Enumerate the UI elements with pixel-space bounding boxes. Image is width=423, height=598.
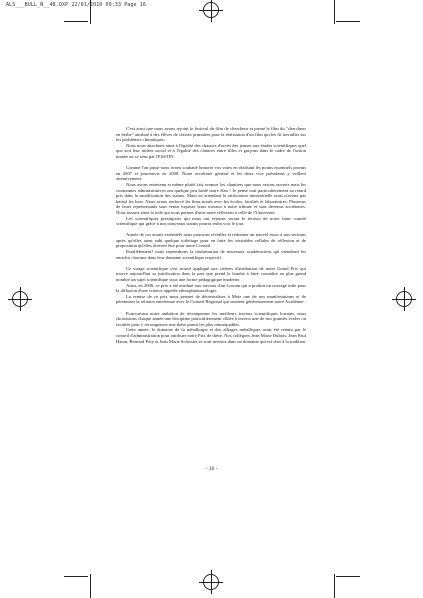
body-text — [116, 126, 306, 344]
paragraph: Les scientifiques prestigieux qui nous ont rejoints seront le terreau de notre futur comité scientifique qui grâce à nos nouveaux statuts pourra enfin voir le jour. — [116, 215, 306, 227]
paragraph: Nous avons entretenu et même plutôt fait avancer les chantiers que nous avions ouverts mais les contraintes administratives ont quelque peu bridé notre élan ! Je pense tout particulièrement au retard pris dans la modification des statuts. Main en attendant la ratification ministérielle nous n'avons pas baissé les bras. Nous avons renforcé les liens noués avec les écoles, facultés et laboratoires. Plusieurs de leurs représentants sont venus exposer leurs travaux à notre tribune et sont devenus sociétaires. Nous tissons ainsi la toile qui nous permet d'unir notre réflexion à celle de l'Université. — [116, 181, 306, 215]
paragraph: Ainsi, en 2008, ce prix a été attribué aux travaux d'un Lorrain qui a produit un ouvrage utile pour la diffusion d'une science appelée ethnopharmacologie. — [116, 282, 306, 294]
paragraph: Nous nous attachons ainsi à l'égalité des chances d'accès des jeunes aux études scientifiques quel que soit leur milieu social et à l'égalité des chances entre filles et garçons dans le cadre de l'action menée en ce sens par l'ESSTIN. — [116, 142, 306, 159]
paragraph: Armés de ces atouts essentiels nous pourrons réveiller et redonner un nouvel essor à nos sections après qu'elles aient subi quelque toilettage pour en faire les véritables cellules de réflexion et de proposition qu'elles doivent être pour notre Conseil. — [116, 232, 306, 249]
crop-mark — [64, 576, 88, 577]
paragraph: Cette année, le domaine de la métallurgie et des alliages métalliques avait été retenu par le conseil d'administration pour attribuer notre Prix de thèse. Nos collègues Jean Marie Dubois, Jean Paul Haton, Bernard Poty et Jean Marie Schissler se sont investis dans un domaine qui est cher à la tradition — [116, 327, 306, 344]
paragraph: Poursuivant notre ambition de récompenser les meilleurs travaux scientifiques lorrains, nous choisissons chaque année une discipline particulièrement ciblée à travers une de nos grandes écoles ou facultés pour y récompenser une thèse parmi les plus remarquables. — [116, 310, 306, 327]
paragraph: C'est ainsi que nous avons rejoint le festival du film de chercheur et primé le film du "chercheur en herbe" attribué à des élèves de classes primaires pour la réalisation d'un film qui les fit travailler sur les problèmes climatiques. — [116, 126, 306, 143]
crop-mark — [90, 574, 91, 598]
crop-mark — [334, 574, 335, 598]
registration-mark-left — [12, 291, 28, 307]
page-number: - 16 - — [205, 466, 218, 472]
registration-mark-top — [203, 2, 219, 18]
registration-mark-right — [396, 291, 412, 307]
paragraph: Comme l'an passé nous avons souhaité honorer vos votes en réalisant les points essentiels promis en 2007 et poursuivis en 2008. Notre secrétaire général et les deux vice présidents y veillent attentivement. — [116, 165, 306, 182]
paragraph: La remise de ce prix nous permet de décentraliser à Metz une de nos manifestations et de pérenniser la relation entretenue avec le Conseil Régional qui soutient généreusement notre Académie. — [116, 293, 306, 305]
paragraph: Parallèlement? nous reprendrons la titularisation de nouveaux académiciens qui viendront les enrichir chacune dans leur domaine scientifique respectif. — [116, 249, 306, 260]
print-slug: ALS___BULL_N__48.QXP 22/01/2010 09:33 Page 16 — [6, 2, 146, 8]
crop-mark — [336, 576, 360, 577]
registration-mark-bottom — [203, 574, 219, 590]
crop-mark — [334, 0, 335, 24]
crop-mark — [336, 21, 360, 22]
paragraph: Ce virage scientifique s'est trouvé appliqué aux critères d'attribution de notre Grand Prix qui trouve aujourd'hui sa justification dans la part que prend le lauréat à faire connaître au plus grand nombre un sujet scientifique sous une forme pédagogique moderne. — [116, 265, 306, 283]
crop-mark — [64, 21, 88, 22]
crop-mark — [90, 0, 91, 24]
